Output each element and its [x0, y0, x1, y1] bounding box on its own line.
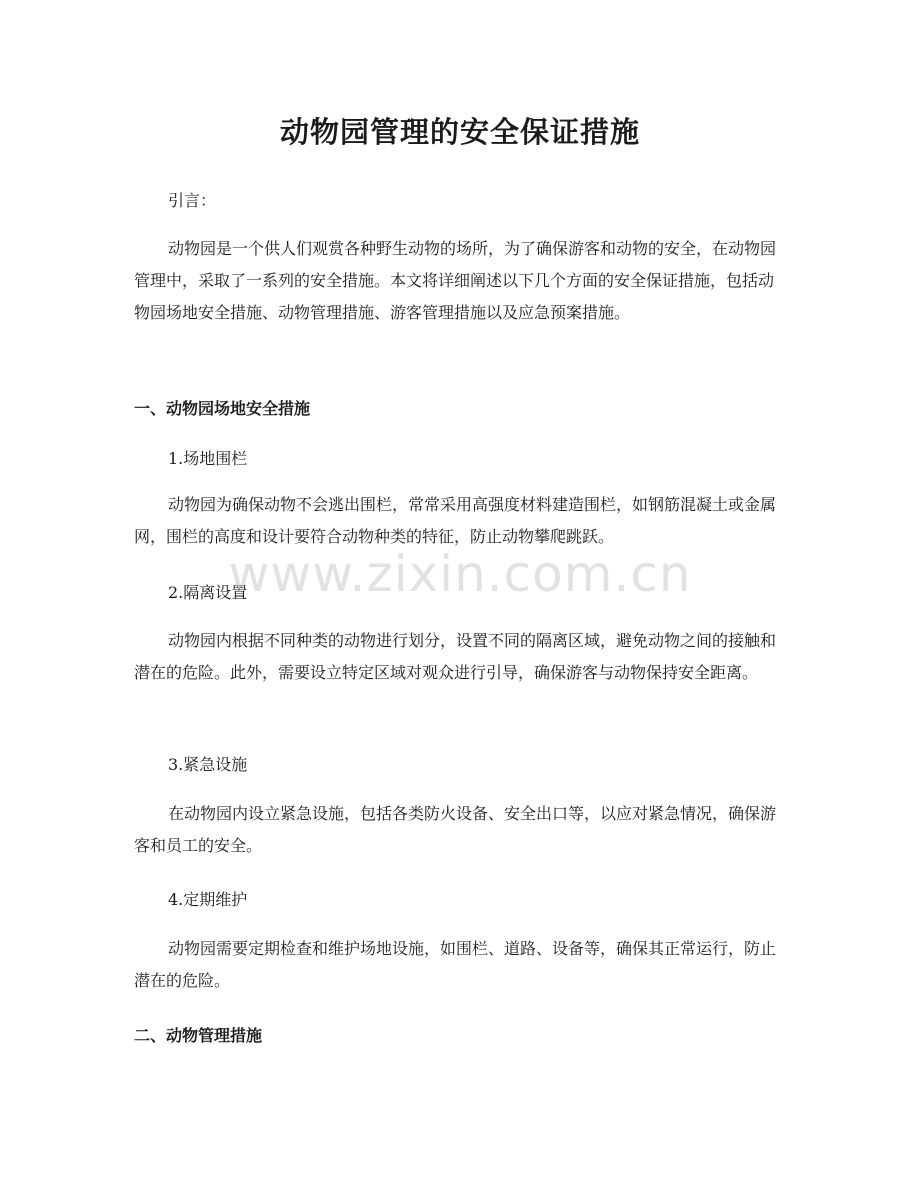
item-1-text: 动物园为确保动物不会逃出围栏，常常采用高强度材料建造围栏，如钢筋混凝土或金属网，围栏的高度和设计要符合动物种类的特征，防止动物攀爬跳跃。: [134, 495, 777, 546]
intro-label: 引言：: [168, 191, 217, 210]
document-title: 动物园管理的安全保证措施: [279, 115, 640, 149]
section-1-heading: 一、动物园场地安全措施: [134, 399, 311, 418]
item-2-text: 动物园内根据不同种类的动物进行划分，设置不同的隔离区域，避免动物之间的接触和潜在的危险。此外，需要设立特定区域对观众进行引导，确保游客与动物保持安全距离。: [134, 631, 777, 682]
intro-paragraph: 动物园是一个供人们观赏各种野生动物的场所，为了确保游客和动物的安全，在动物园管理中，采取了一系列的安全措施。本文将详细阐述以下几个方面的安全保证措施，包括动物园场地安全措施、动物管理措施、游客管理措施以及应急预案措施。: [134, 239, 777, 322]
item-4-subheading: 4.定期维护: [168, 890, 248, 909]
section-2-heading: 二、动物管理措施: [134, 1026, 263, 1045]
item-3-text: 在动物园内设立紧急设施，包括各类防火设备、安全出口等，以应对紧急情况，确保游客和员工的安全。: [134, 804, 777, 855]
item-4-text: 动物园需要定期检查和维护场地设施，如围栏、道路、设备等，确保其正常运行，防止潜在的危险。: [134, 939, 777, 990]
item-2-subheading: 2.隔离设置: [168, 583, 248, 602]
watermark: www.zixin.com.cn: [228, 545, 692, 603]
item-1-subheading: 1.场地围栏: [168, 449, 248, 468]
item-3-subheading: 3.紧急设施: [168, 755, 248, 774]
